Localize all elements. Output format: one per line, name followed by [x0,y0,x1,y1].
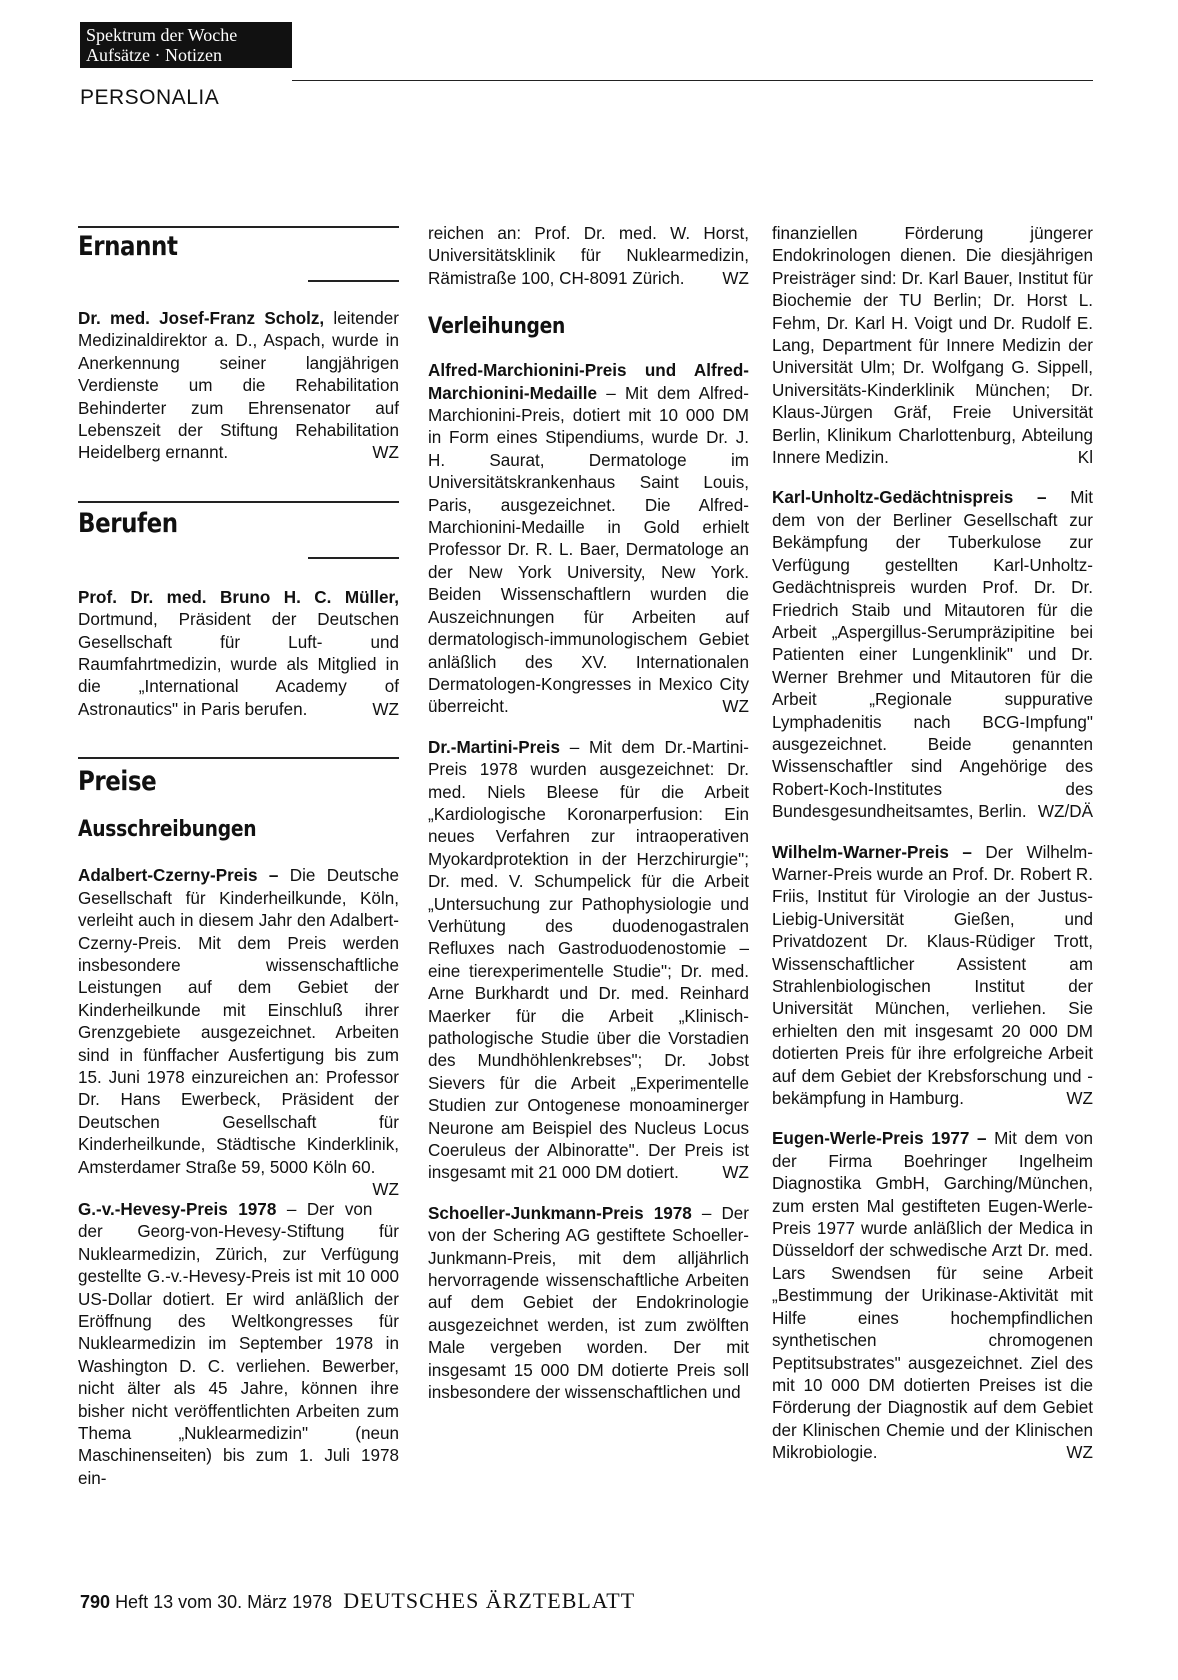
article-schoeller [428,1203,749,1405]
article-text: Dortmund, Präsident der Deutschen Gesellschaft für Luft- und Raumfahrtmedizin, wurde als Mitglied in die „International Academy of Astronautics" in Paris berufen. [78,610,399,719]
page-footer [80,1588,635,1614]
signature: WZ [722,268,749,288]
article-text: reichen an: Prof. Dr. med. W. Horst, Universitätsklinik für Nuklearmedizin, Rämistraße 100, CH-8091 Zürich. [428,224,749,288]
column-2 [428,223,749,1405]
divider [78,757,399,759]
prize-name: Schoeller-Junkmann-Preis 1978 [428,1203,692,1223]
article-czerny [78,865,399,1199]
header-line-2: Aufsätze · Notizen [86,45,222,65]
prize-name: Karl-Unholtz-Gedächtnispreis – [772,488,1047,508]
divider [78,226,399,228]
article-hevesy [78,1199,399,1490]
article-text: – Der von der Schering AG gestiftete Schoeller-Junkmann-Preis, mit dem alljährlich hervorragende wissenschaftliche Arbeiten auf dem Gebiet der Endokrinologie ausgezeichnet werden, ist zum zwölften Male vergeben worden. Der mit insgesamt 15 000 DM dotierte Preis soll insbesondere der wissenschaftlichen und [428,1203,749,1403]
signature: WZ [372,443,399,463]
article-text: Mit dem von der Firma Boehringer Ingelheim Diagnostika GmbH, Garching/München, zum ersten Mal gestifteten Eugen-Werle-Preis 1977 wurde anläßlich der Medica in Düsseldorf der schwedische Arzt Dr. med. Lars Swendsen für seine Arbeit „Bestimmung der Urikinase-Aktivität mit Hilfe eines hochempfindlichen synthetischen chromogenen Peptitsubstrates" ausgezeichnet. Ziel des mit 10 000 DM dotierten Preises ist die Förderung der Diagnostik auf dem Gebiet der Klinischen Chemie und der Klinischen Mikrobiologie. [772,1129,1093,1463]
heading-berufen: Berufen [78,507,178,539]
section-header-box [80,22,292,68]
article-text: – Der von der Georg-von-Hevesy-Stiftung für Nuklearmedizin, Zürich, zur Verfügung gestellte G.-v.-Hevesy-Preis ist mit 10 000 US-Dollar dotiert. Er wird anläßlich der Eröffnung des Weltkongresses für Nuklearmedizin im September 1978 in Washington D. C. verliehen. Bewerber, nicht älter als 45 Jahre, können ihre bisher nicht veröffentlichten Arbeiten zum Thema „Nuklearmedizin" (neun Maschinenseiten) bis zum 1. Juli 1978 ein- [78,1199,399,1488]
prize-name: Alfred-Marchionini-Preis und Alfred-Marchionini-Medaille [428,361,749,403]
signature: WZ [722,1163,749,1183]
column-3 [772,223,1093,1465]
article-schoeller-continued [772,223,1093,469]
article-text: finanziellen Förderung jüngerer Endokrinologen dienen. Die diesjährigen Preisträger sind: Dr. Karl Bauer, Institut für Biochemie der TU Berlin; Dr. Horst L. Fehm, Dr. Karl H. Voigt und Dr. Rudolf E. Lang, Department für Innere Medizin der Universität Ulm; Dr. Wolfgang G. Sippell, Universitäts-Kinderklinik München; Dr. Klaus-Jürgen Gräf, Freie Universität Berlin, Klinikum Charlottenburg, Abteilung Innere Medizin. [772,224,1093,468]
article-text: leitender Medizinaldirektor a. D., Aspach, wurde in Anerkennung seiner langjährigen Verdienste um die Rehabilitation Behinderter zum Ehrensenator auf Lebenszeit der Stiftung Rehabilitation Heidelberg ernannt. [78,309,399,463]
signature: WZ [1066,1443,1093,1463]
article-marchionini [428,360,749,719]
subheading-ausschreibungen: Ausschreibungen [78,817,257,843]
article-text: Die Deutsche Gesellschaft für Kinderheilkunde, Köln, verleiht auch in diesem Jahr den Adalbert-Czerny-Preis. Mit dem Preis werden insbesondere wissenschaftliche Leistungen auf dem Gebiet der Kinderheilkunde mit Einschluß ihrer Grenzgebiete ausgezeichnet. Arbeiten sind in fünffacher Ausfertigung bis zum 15. Juni 1978 einzureichen an: Professor Dr. Hans Ewerbeck, Präsident der Deutschen Gesellschaft für Kinderheilkunde, Städtische Kinderklinik, Amsterdamer Straße 59, 5000 Köln 60. [78,866,399,1177]
heading-preise: Preise [78,766,157,798]
prize-name: Eugen-Werle-Preis 1977 – [772,1129,987,1149]
signature: WZ [722,697,749,717]
article-warner [772,842,1093,1111]
article-ernannt [78,308,399,465]
header-rule [292,80,1093,81]
heading-ernannt: Ernannt [78,231,178,262]
header-line-1: Spektrum der Woche [86,25,238,45]
signature: WZ [1066,1089,1093,1109]
article-text: Der Wilhelm-Warner-Preis wurde an Prof. Dr. Robert R. Friis, Institut für Virologie an der Justus-Liebig-Universität Gießen, und Privatdozent Dr. Klaus-Rüdiger Trott, Wissenschaftlicher Assistent am Strahlenbiologischen Institut der Universität München, verliehen. Sie erhielten den mit insgesamt 20 000 DM dotierten Preis für ihre erfolgreiche Arbeit auf dem Gebiet der Krebsforschung und -bekämpfung in Hamburg. [772,842,1093,1109]
divider [308,557,399,559]
article-unholtz [772,487,1093,823]
article-text: Mit dem von der Berliner Gesellschaft zur Bekämpfung der Tuberkulose zur Verfügung gestellten Karl-Unholtz-Gedächtnispreis wurden Prof. Dr. Dr. Friedrich Staib und Mitautoren für die Arbeit „Aspergillus-Serumpräzipitine bei Patienten einer Lungenklinik" und Dr. Werner Brehmer und Mitautoren für die Arbeit „Regionale suppurative Lymphadenitis nach BCG-Impfung" ausgezeichnet. Beide genannten Wissenschaftler sind Angehörige des Robert-Koch-Institutes des Bundesgesundheitsamtes, Berlin. [772,488,1093,822]
prize-name: Wilhelm-Warner-Preis – [772,842,972,862]
prize-name: G.-v.-Hevesy-Preis 1978 [78,1199,277,1219]
article-hevesy-continued [428,223,749,290]
article-berufen [78,587,399,721]
section-label: PERSONALIA [80,86,220,109]
divider [308,280,399,282]
divider [78,501,399,503]
signature: WZ [372,699,399,719]
signature: WZ/DÄ [1037,802,1093,822]
journal-name: DEUTSCHES ÄRZTEBLATT [343,1588,636,1613]
issue-info: Heft 13 vom 30. März 1978 [115,1592,333,1612]
heading-verleihungen: Verleihungen [428,314,566,340]
article-text: – Mit dem Alfred-Marchionini-Preis, dotiert mit 10 000 DM in Form eines Stipendiums, wurde Dr. J. H. Saurat, Dermatologe im Universitätskrankenhaus Saint Louis, Paris, ausgezeichnet. Die Alfred-Marchionini-Medaille in Gold erhielt Professor Dr. R. L. Baer, Dermatologe an der New York University, New York. Beiden Wissenschaftlern wurden die Auszeichnungen für Arbeiten auf dermatologisch-immunologischem Gebiet anläßlich des XV. Internationalen Dermatologen-Kongresses in Mexico City überreicht. [428,383,749,717]
signature: WZ [372,1179,399,1199]
column-1 [78,226,399,1490]
article-text: – Mit dem Dr.-Martini-Preis 1978 wurden ausgezeichnet: Dr. med. Niels Bleese für die Arbeit „Kardiologische Koronarperfusion: Ein neues Verfahren zur intraoperativen Myokardprotektion in der Herzchirurgie"; Dr. med. V. Schumpelick für die Arbeit „Untersuchung zur Pathophysiologie und Verhütung des duodenogastralen Refluxes nach Gastroduodenostomie – eine tierexperimentelle Studie"; Dr. med. Arne Burkhardt und Dr. med. Reinhard Maerker für die Arbeit „Klinisch-pathologische Studie über die Vorstadien des Mundhöhlenkrebses"; Dr. Jobst Sievers für die Arbeit „Experimentelle Studien zur Ontogenese monoaminerger Neurone am Beispiel des Nucleus Locus Coeruleus der Albinoratte". Der Preis ist insgesamt mit 21 000 DM dotiert. [428,737,749,1183]
person-name: Prof. Dr. med. Bruno H. C. Müller, [78,587,399,607]
article-martini [428,737,749,1185]
page-number: 790 [80,1592,111,1612]
prize-name: Adalbert-Czerny-Preis – [78,866,279,886]
person-name: Dr. med. Josef-Franz Scholz, [78,309,325,328]
article-werle [772,1128,1093,1464]
signature: Kl [1077,448,1093,468]
prize-name: Dr.-Martini-Preis [428,737,561,757]
